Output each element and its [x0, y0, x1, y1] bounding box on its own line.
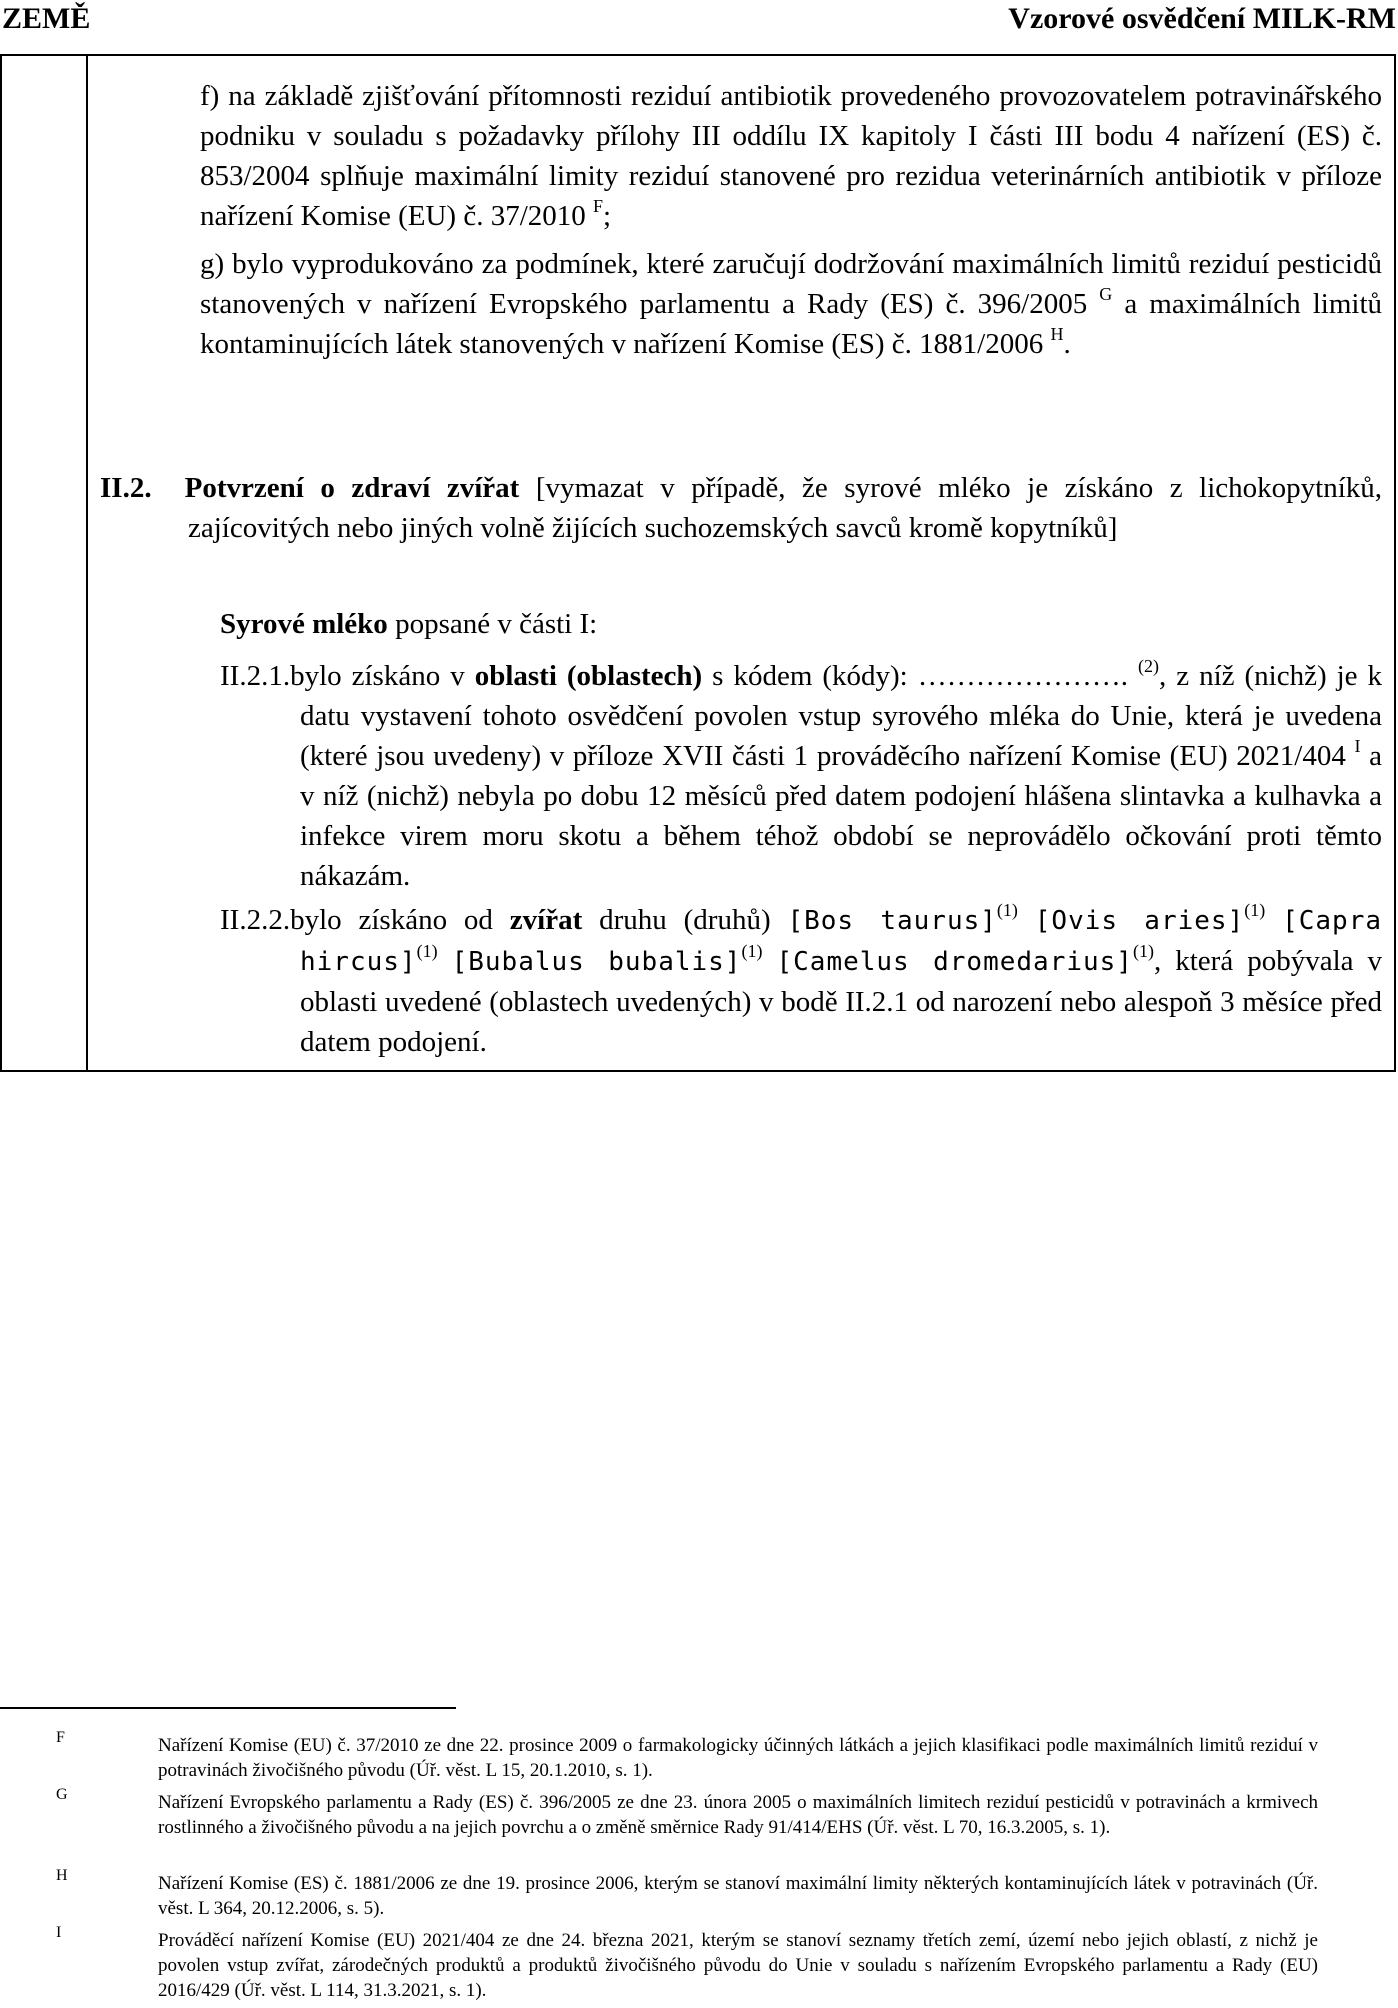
species-sup: (1): [416, 941, 438, 962]
footnote-ref-h: H: [1050, 324, 1064, 345]
country-label: ZEMĚ: [2, 2, 91, 35]
item-ii22-number: II.2.2.: [220, 904, 291, 936]
item-g-text-a: g) bylo vyprodukováno za podmínek, které zaručují dodržování maximálních limitů reziduí pesticidů stanovených v nařízení Evropského parlamentu a Rady (ES) č. 396/2005: [200, 248, 1382, 320]
section-ii2: [100, 468, 1382, 548]
footnote-text: Nařízení Komise (EU) č. 37/2010 ze dne 22. prosince 2009 o farmakologicky účinných látkách a jejich klasifikaci podle maximálních limitů reziduí v potravinách živočišného původu (Úř. věst. L 15, 20.1.2010, s. 1).: [158, 1735, 1318, 1781]
footnote-mark: H: [56, 1867, 68, 1884]
species-name: [Bubalus bubalis]: [451, 947, 742, 977]
footnote-ref-f: F: [593, 196, 604, 217]
page-header: [0, 0, 1398, 50]
intro-rest: popsané v části I:: [387, 608, 598, 640]
item-ii22-text-b: druhu (druhů): [582, 904, 788, 936]
item-ii22-bold: zvířat: [509, 904, 583, 936]
item-ii21-text-a: bylo získáno v: [290, 660, 475, 692]
item-ii22-text-c: , která pobývala v oblasti uvedené (oblastech uvedených) v bodě II.2.1 od narození nebo alespoň 3 měsíce před datem podojení.: [300, 945, 1383, 1058]
intro-bold: Syrové mléko: [220, 608, 388, 640]
species-name: [Ovis aries]: [1034, 906, 1245, 936]
column-divider: [86, 56, 88, 1070]
species-sup: (1): [996, 900, 1018, 921]
species-name: [Bos taurus]: [787, 906, 997, 936]
item-f-tail: ;: [603, 200, 612, 232]
species-sup: (1): [1132, 941, 1154, 962]
species-sup: (1): [741, 941, 763, 962]
section-ii2-number: II.2.: [100, 472, 152, 504]
footnote-separator: [0, 1707, 456, 1709]
item-ii21-number: II.2.1.: [220, 660, 291, 692]
item-g: [200, 244, 1382, 364]
species-sup: (1): [1244, 900, 1266, 921]
footnote-text: Nařízení Evropského parlamentu a Rady (ES) č. 396/2005 ze dne 23. února 2005 o maximálních limitech reziduí pesticidů v potravinách a krmivech rostlinného a živočišného původu a na jejich povrchu a o změně směrnice Rady 91/414/EHS (Úř. věst. L 70, 16.3.2005, s. 1).: [158, 1792, 1318, 1838]
item-g-tail: .: [1063, 328, 1071, 360]
footnote-ref-i: I: [1354, 736, 1361, 757]
item-ii21-sup-a: (2): [1137, 656, 1159, 677]
item-f-text: f) na základě zjišťování přítomnosti reziduí antibiotik provedeného provozovatelem potravinářského podniku v souladu s požadavky přílohy III oddílu IX kapitoly I části III bodu 4 nařízení (ES) č. 853/2004 splňuje maximální limity reziduí stanovené pro rezidua veterinárních antibiotik v příloze nařízení Komise (EU) č. 37/2010: [200, 80, 1382, 232]
species-name: [Camelus dromedarius]: [776, 947, 1133, 977]
intro: [220, 604, 1380, 644]
item-ii21: [220, 656, 1382, 896]
footnote-text: Prováděcí nařízení Komise (EU) 2021/404 ze dne 24. března 2021, kterým se stanoví seznamy třetích zemí, území nebo jejich oblastí, z nichž je povolen vstup zvířat, zárodečných produktů a produktů živočišného původu do Unie v souladu s nařízením Evropského parlamentu a Rady (EU) 2016/429 (Úř. věst. L 114, 31.3.2021, s. 1).: [158, 1930, 1318, 2001]
item-g-text-b: a maximálních limitů kontaminujících látek stanovených v nařízení Komise (ES) č. 1881/2006: [200, 288, 1382, 360]
item-ii21-text-d: a v níž (nichž) nebyla po dobu 12 měsíců před datem podojení hlášena slintavka a kulhavka a infekce virem moru skotu a během téhož období se neprovádělo očkování proti těmto nákazám.: [300, 740, 1382, 892]
item-ii22: [220, 900, 1382, 1062]
item-ii21-bold: oblasti (oblastech): [474, 660, 703, 692]
item-ii21-text-b: s kódem (kódy): ………………….: [702, 660, 1128, 692]
footnote-mark: F: [56, 1729, 65, 1746]
footnote-mark: G: [56, 1786, 68, 1803]
item-f: [200, 76, 1382, 236]
footnote-mark: I: [56, 1924, 62, 1941]
footnote-text: Nařízení Komise (ES) č. 1881/2006 ze dne 19. prosince 2006, kterým se stanoví maximální limity některých kontaminujících látek v potravinách (Úř. věst. L 364, 20.12.2006, s. 5).: [158, 1873, 1318, 1919]
section-ii2-title: Potvrzení o zdraví zvířat: [184, 472, 520, 504]
footnote-ref-g: G: [1099, 284, 1113, 305]
item-ii22-text-a: bylo získáno od: [290, 904, 510, 936]
certificate-title: Vzorové osvědčení MILK-RM: [1008, 2, 1396, 35]
species-name: [Capra hircus]: [300, 906, 1383, 977]
item-ii21-text-c: , z níž (nichž) je k datu vystavení tohoto osvědčení povolen vstup syrového mléka do Unie, která je uvedena (které jsou uvedeny) v příloze XVII části 1 prováděcího nařízení Komise (EU) 2021/404: [300, 660, 1383, 772]
section-ii2-rest: [vymazat v případě, že syrové mléko je získáno z lichokopytníků, zajícovitých nebo jiných volně žijících suchozemských savců kromě kopytníků]: [188, 472, 1383, 544]
